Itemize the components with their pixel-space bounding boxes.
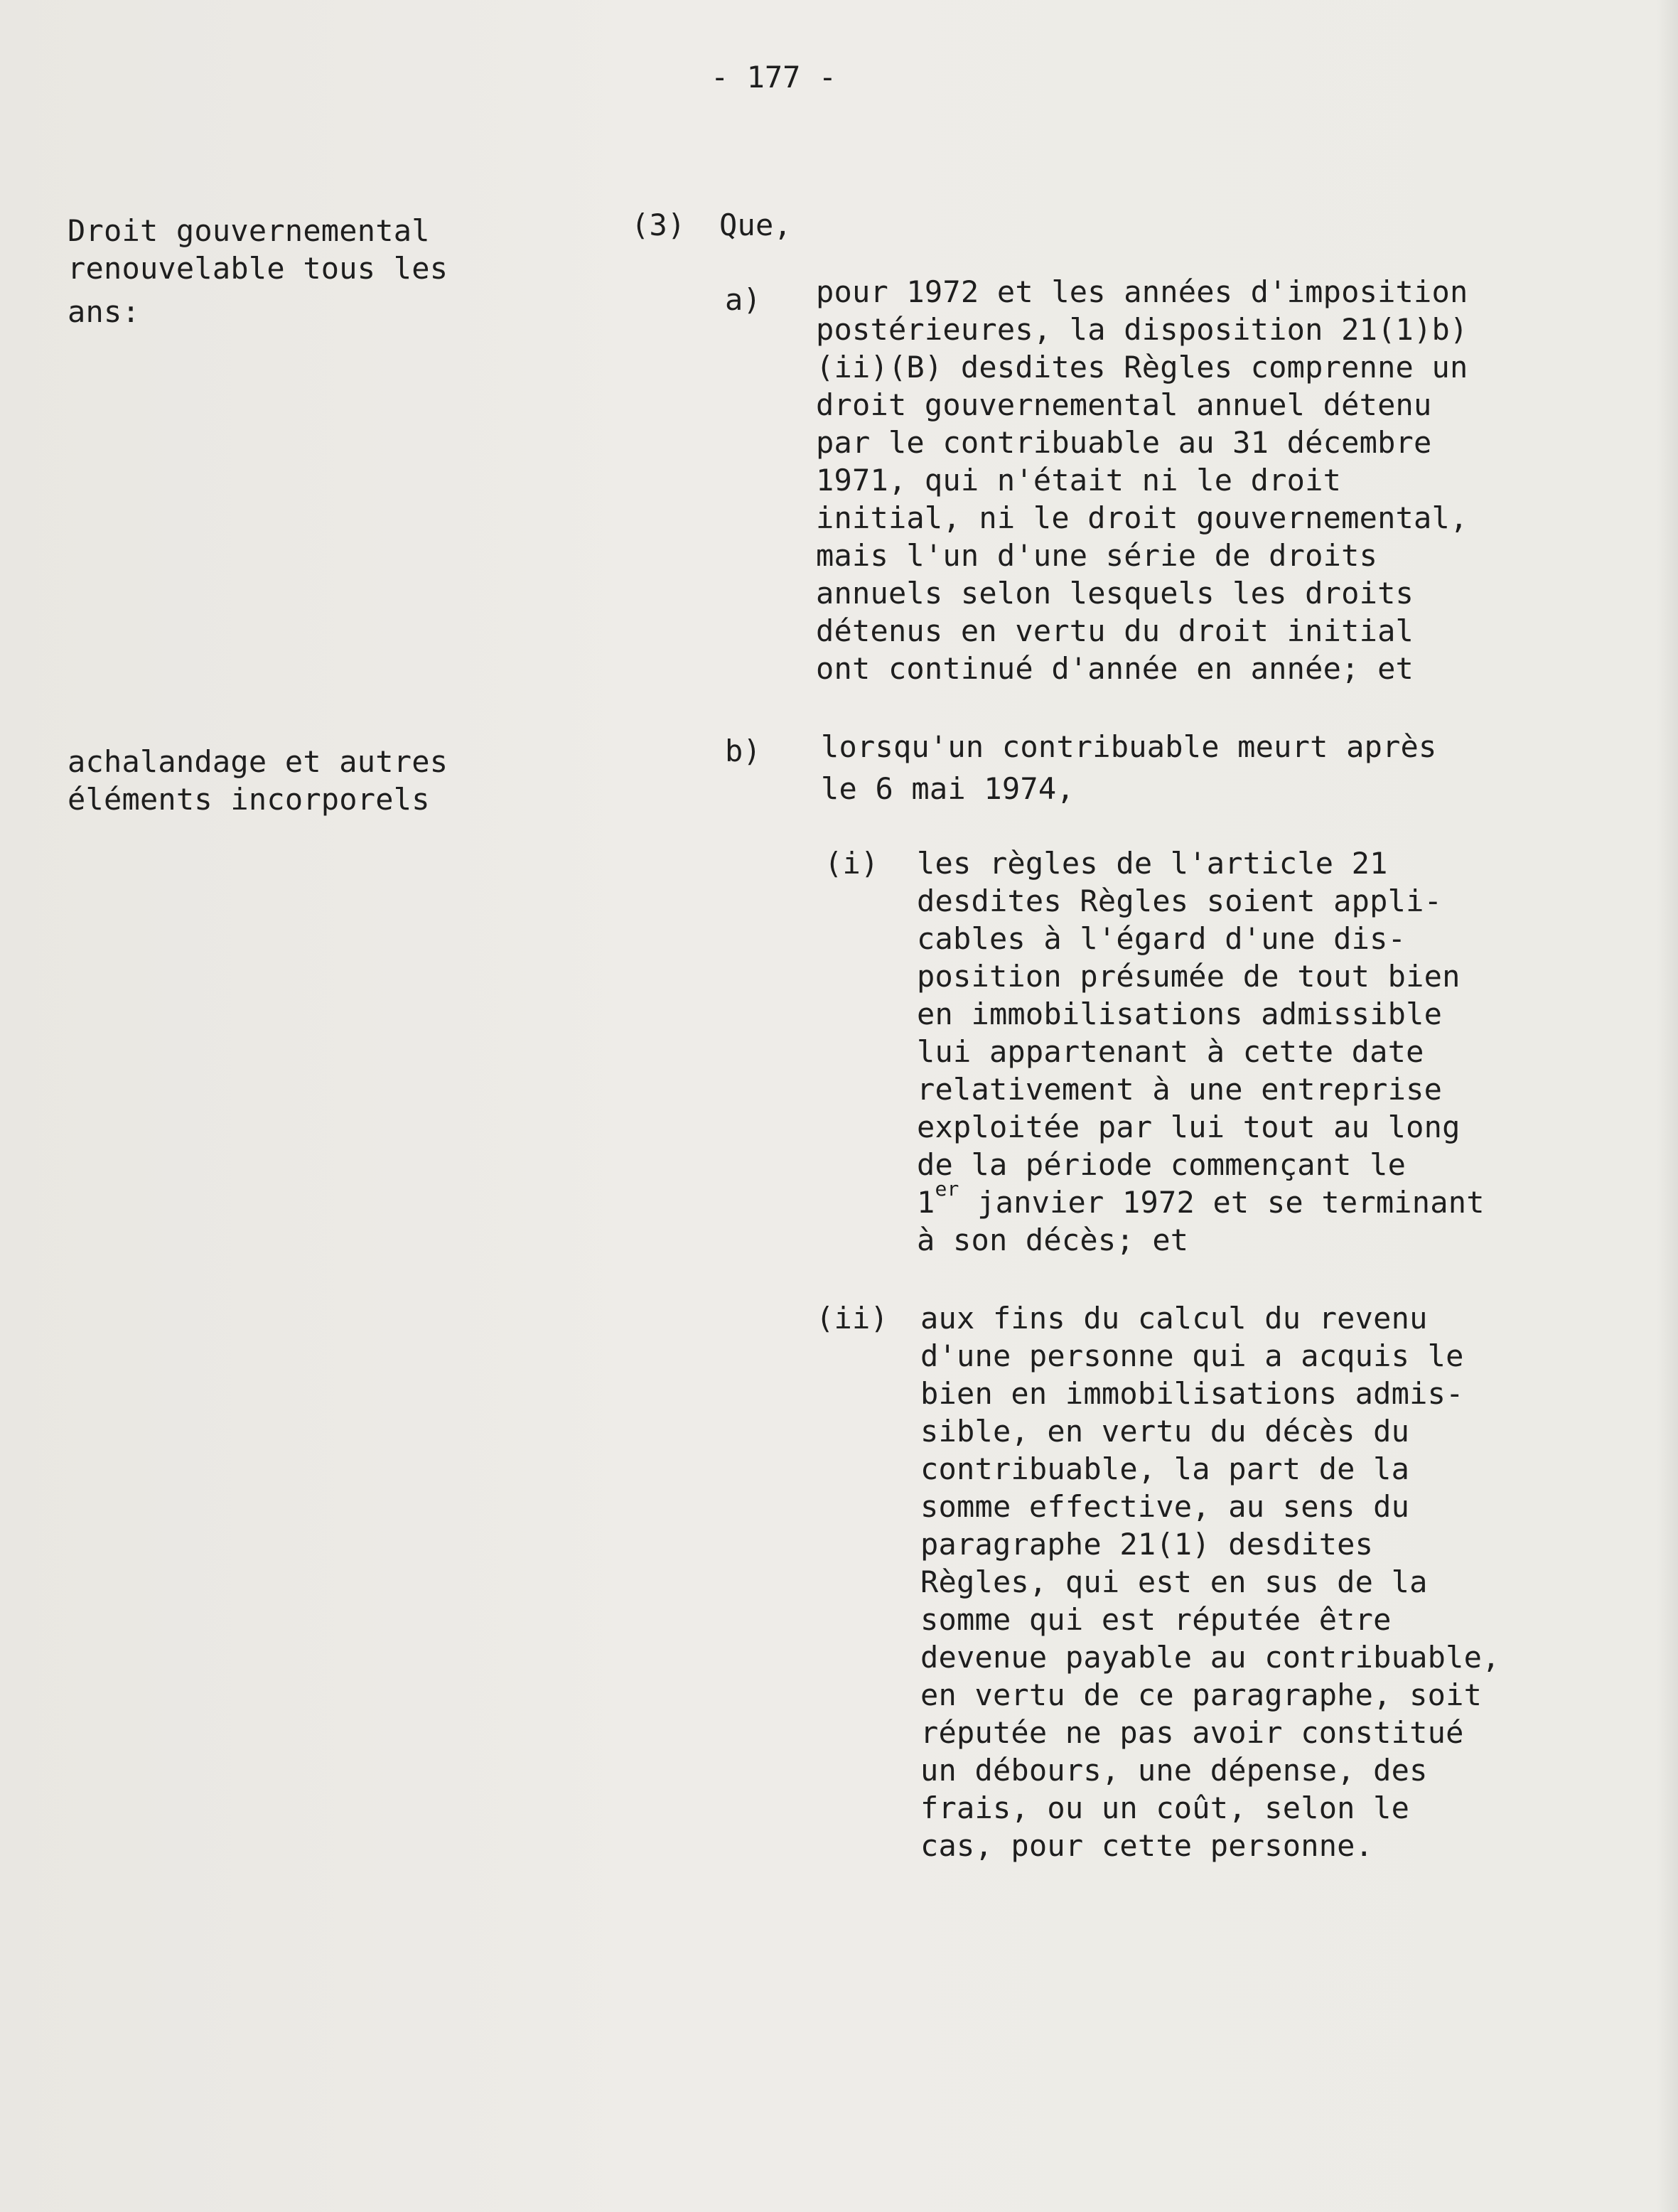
sub-ii-line: Règles, qui est en sus de la: [920, 1564, 1428, 1599]
sub-i-line: desdites Règles soient appli-: [917, 884, 1443, 918]
para-a-line: 1971, qui n'était ni le droit: [816, 463, 1342, 498]
para-a-label: a): [725, 282, 761, 317]
sub-ii-line: cas, pour cette personne.: [920, 1828, 1374, 1863]
margin-note-achalandage-line-2: éléments incorporels: [68, 782, 430, 817]
sub-i-line: position présumée de tout bien: [917, 959, 1461, 994]
page-number: - 177 -: [711, 60, 837, 95]
section-number: (3): [631, 208, 686, 242]
date-day-number: 1: [917, 1185, 935, 1220]
section-intro: Que,: [719, 208, 792, 242]
sub-ii-line: d'une personne qui a acquis le: [920, 1338, 1464, 1373]
sub-ii-line: bien en immobilisations admis-: [920, 1376, 1464, 1411]
sub-ii-line: contribuable, la part de la: [920, 1451, 1410, 1486]
sub-ii-line: devenue payable au contribuable,: [920, 1640, 1500, 1675]
sub-ii-line: sible, en vertu du décès du: [920, 1414, 1410, 1449]
para-b-line: le 6 mai 1974,: [821, 771, 1075, 806]
ordinal-superscript: er: [935, 1177, 959, 1201]
margin-note-achalandage-line-1: achalandage et autres: [68, 744, 448, 779]
sub-ii-line: paragraphe 21(1) desdites: [920, 1527, 1374, 1562]
sub-ii-line: réputée ne pas avoir constitué: [920, 1715, 1464, 1750]
sub-i-line: à son décès; et: [917, 1223, 1189, 1257]
para-a-line: détenus en vertu du droit initial: [816, 613, 1414, 648]
sub-i-line-date: [917, 1177, 1485, 1225]
para-a-line: annuels selon lesquels les droits: [816, 576, 1414, 611]
sub-ii-line: frais, ou un coût, selon le: [920, 1790, 1410, 1825]
para-a-line: postérieures, la disposition 21(1)b): [816, 312, 1468, 347]
sub-ii-line: somme qui est réputée être: [920, 1602, 1392, 1637]
para-a-line: (ii)(B) desdites Règles comprenne un: [816, 350, 1468, 385]
para-a-line: par le contribuable au 31 décembre: [816, 425, 1432, 460]
sub-i-line: les règles de l'article 21: [917, 846, 1388, 881]
sub-i-label: (i): [824, 846, 879, 881]
margin-note-droit-line-1: Droit gouvernemental: [68, 213, 430, 248]
sub-ii-line: un débours, une dépense, des: [920, 1753, 1428, 1788]
para-a-line: mais l'un d'une série de droits: [816, 538, 1378, 573]
date-rest: janvier 1972 et se terminant: [977, 1185, 1485, 1220]
para-a-line: droit gouvernemental annuel détenu: [816, 387, 1432, 422]
para-b-label: b): [725, 734, 761, 768]
sub-i-line: en immobilisations admissible: [917, 997, 1443, 1031]
sub-ii-line: aux fins du calcul du revenu: [920, 1301, 1428, 1336]
sub-i-line: de la période commençant le: [917, 1147, 1407, 1182]
sub-i-line: cables à l'égard d'une dis-: [917, 921, 1407, 956]
para-a-line: pour 1972 et les années d'imposition: [816, 274, 1468, 309]
sub-ii-label: (ii): [816, 1301, 888, 1336]
sub-i-line: exploitée par lui tout au long: [917, 1110, 1461, 1144]
page-edge-shadow: [1657, 0, 1678, 2212]
para-a-line: initial, ni le droit gouvernemental,: [816, 500, 1468, 535]
margin-note-droit-line-2: renouvelable tous les: [68, 251, 448, 286]
para-a-line: ont continué d'année en année; et: [816, 651, 1414, 686]
sub-i-line: relativement à une entreprise: [917, 1072, 1443, 1107]
para-b-line: lorsqu'un contribuable meurt après: [821, 729, 1437, 764]
sub-ii-line: en vertu de ce paragraphe, soit: [920, 1677, 1483, 1712]
margin-note-droit-line-3: ans:: [68, 294, 140, 329]
sub-i-line: lui appartenant à cette date: [917, 1034, 1424, 1069]
sub-ii-line: somme effective, au sens du: [920, 1489, 1410, 1524]
